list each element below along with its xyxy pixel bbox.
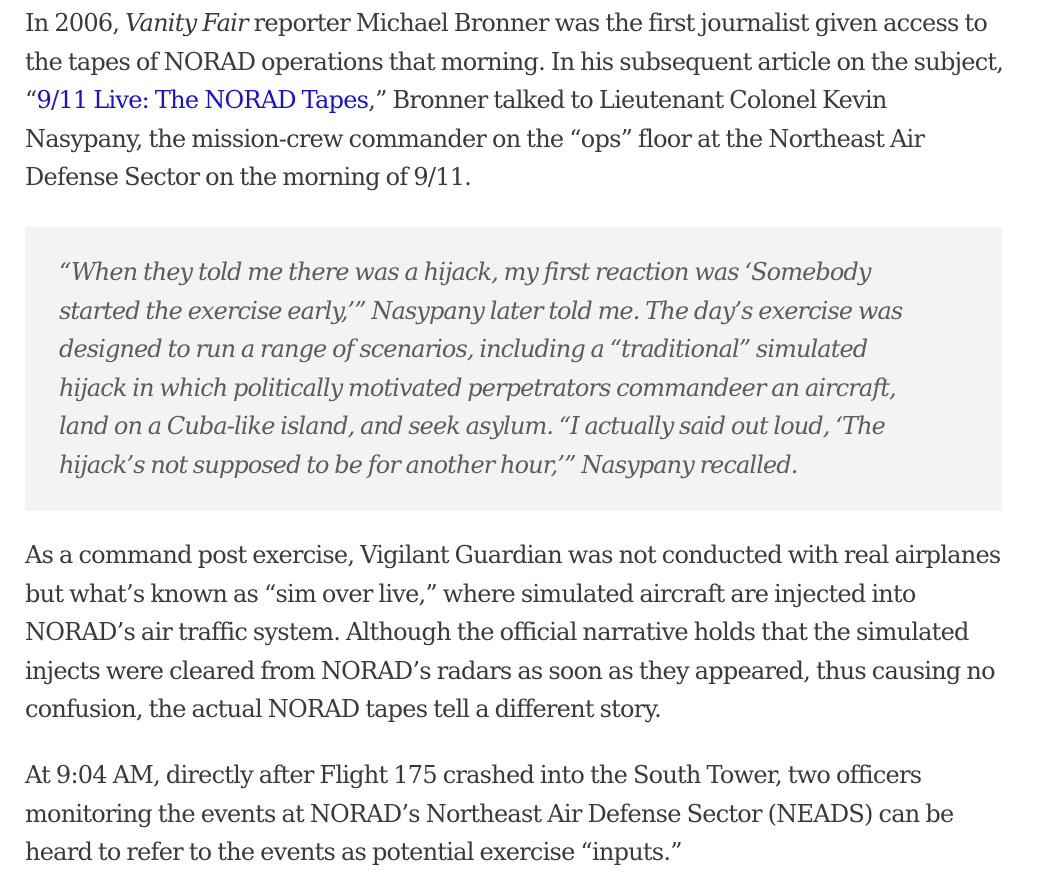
text-segment: In 2006, <box>25 9 126 37</box>
paragraph-line: confusion, the actual NORAD tapes tell a different story. <box>25 695 661 723</box>
blockquote-text <box>59 253 902 484</box>
quote-line: hijack’s not supposed to be for another hour,’” Nasypany recalled. <box>59 450 798 479</box>
paragraph-line: NORAD’s air traffic system. Although the official narrative holds that the simulated <box>25 618 969 646</box>
text-segment: reporter Michael Bronner was the first journalist given access to <box>247 9 988 37</box>
paragraph-line: As a command post exercise, Vigilant Guardian was not conducted with real airplanes <box>25 541 1001 569</box>
paragraph-intro <box>25 4 1003 197</box>
publication-name: Vanity Fair <box>125 9 248 37</box>
quote-line: land on a Cuba-like island, and seek asylum. “I actually said out loud, ‘The <box>59 412 885 440</box>
paragraph-line <box>25 4 1003 43</box>
paragraph-line: Nasypany, the mission-crew commander on the “ops” floor at the Northeast Air <box>25 124 925 153</box>
norad-tapes-link[interactable]: 9/11 Live: The NORAD Tapes <box>36 86 369 114</box>
paragraph-line: heard to refer to the events as potential exercise “inputs.” <box>25 838 682 866</box>
paragraph-line: monitoring the events at NORAD’s Northeast Air Defense Sector (NEADS) can be <box>25 799 954 828</box>
paragraph-line: the tapes of NORAD operations that morning. In his subsequent article on the subject, <box>25 47 1004 76</box>
paragraph-line: but what’s known as “sim over live,” where simulated aircraft are injected into <box>25 579 916 608</box>
paragraph-line: At 9:04 AM, directly after Flight 175 crashed into the South Tower, two officers <box>25 761 922 789</box>
paragraph-timeline <box>25 756 953 872</box>
paragraph-exercise <box>25 536 1000 729</box>
paragraph-line: injects were cleared from NORAD’s radars as soon as they appeared, thus causing no <box>25 656 995 685</box>
quote-line: started the exercise early,’” Nasypany later told me. The day’s exercise was <box>59 296 903 325</box>
text-segment: ,” Bronner talked to Lieutenant Colonel Kevin <box>368 86 887 114</box>
quote-line: “When they told me there was a hijack, my first reaction was ‘Somebody <box>59 258 871 286</box>
text-segment: “ <box>25 86 37 114</box>
blockquote <box>25 227 1002 511</box>
quote-line: designed to run a range of scenarios, including a “traditional” simulated <box>59 335 868 363</box>
paragraph-line: Defense Sector on the morning of 9/11. <box>25 163 472 191</box>
quote-line: hijack in which politically motivated perpetrators commandeer an aircraft, <box>59 373 896 402</box>
paragraph-line <box>25 81 1003 120</box>
